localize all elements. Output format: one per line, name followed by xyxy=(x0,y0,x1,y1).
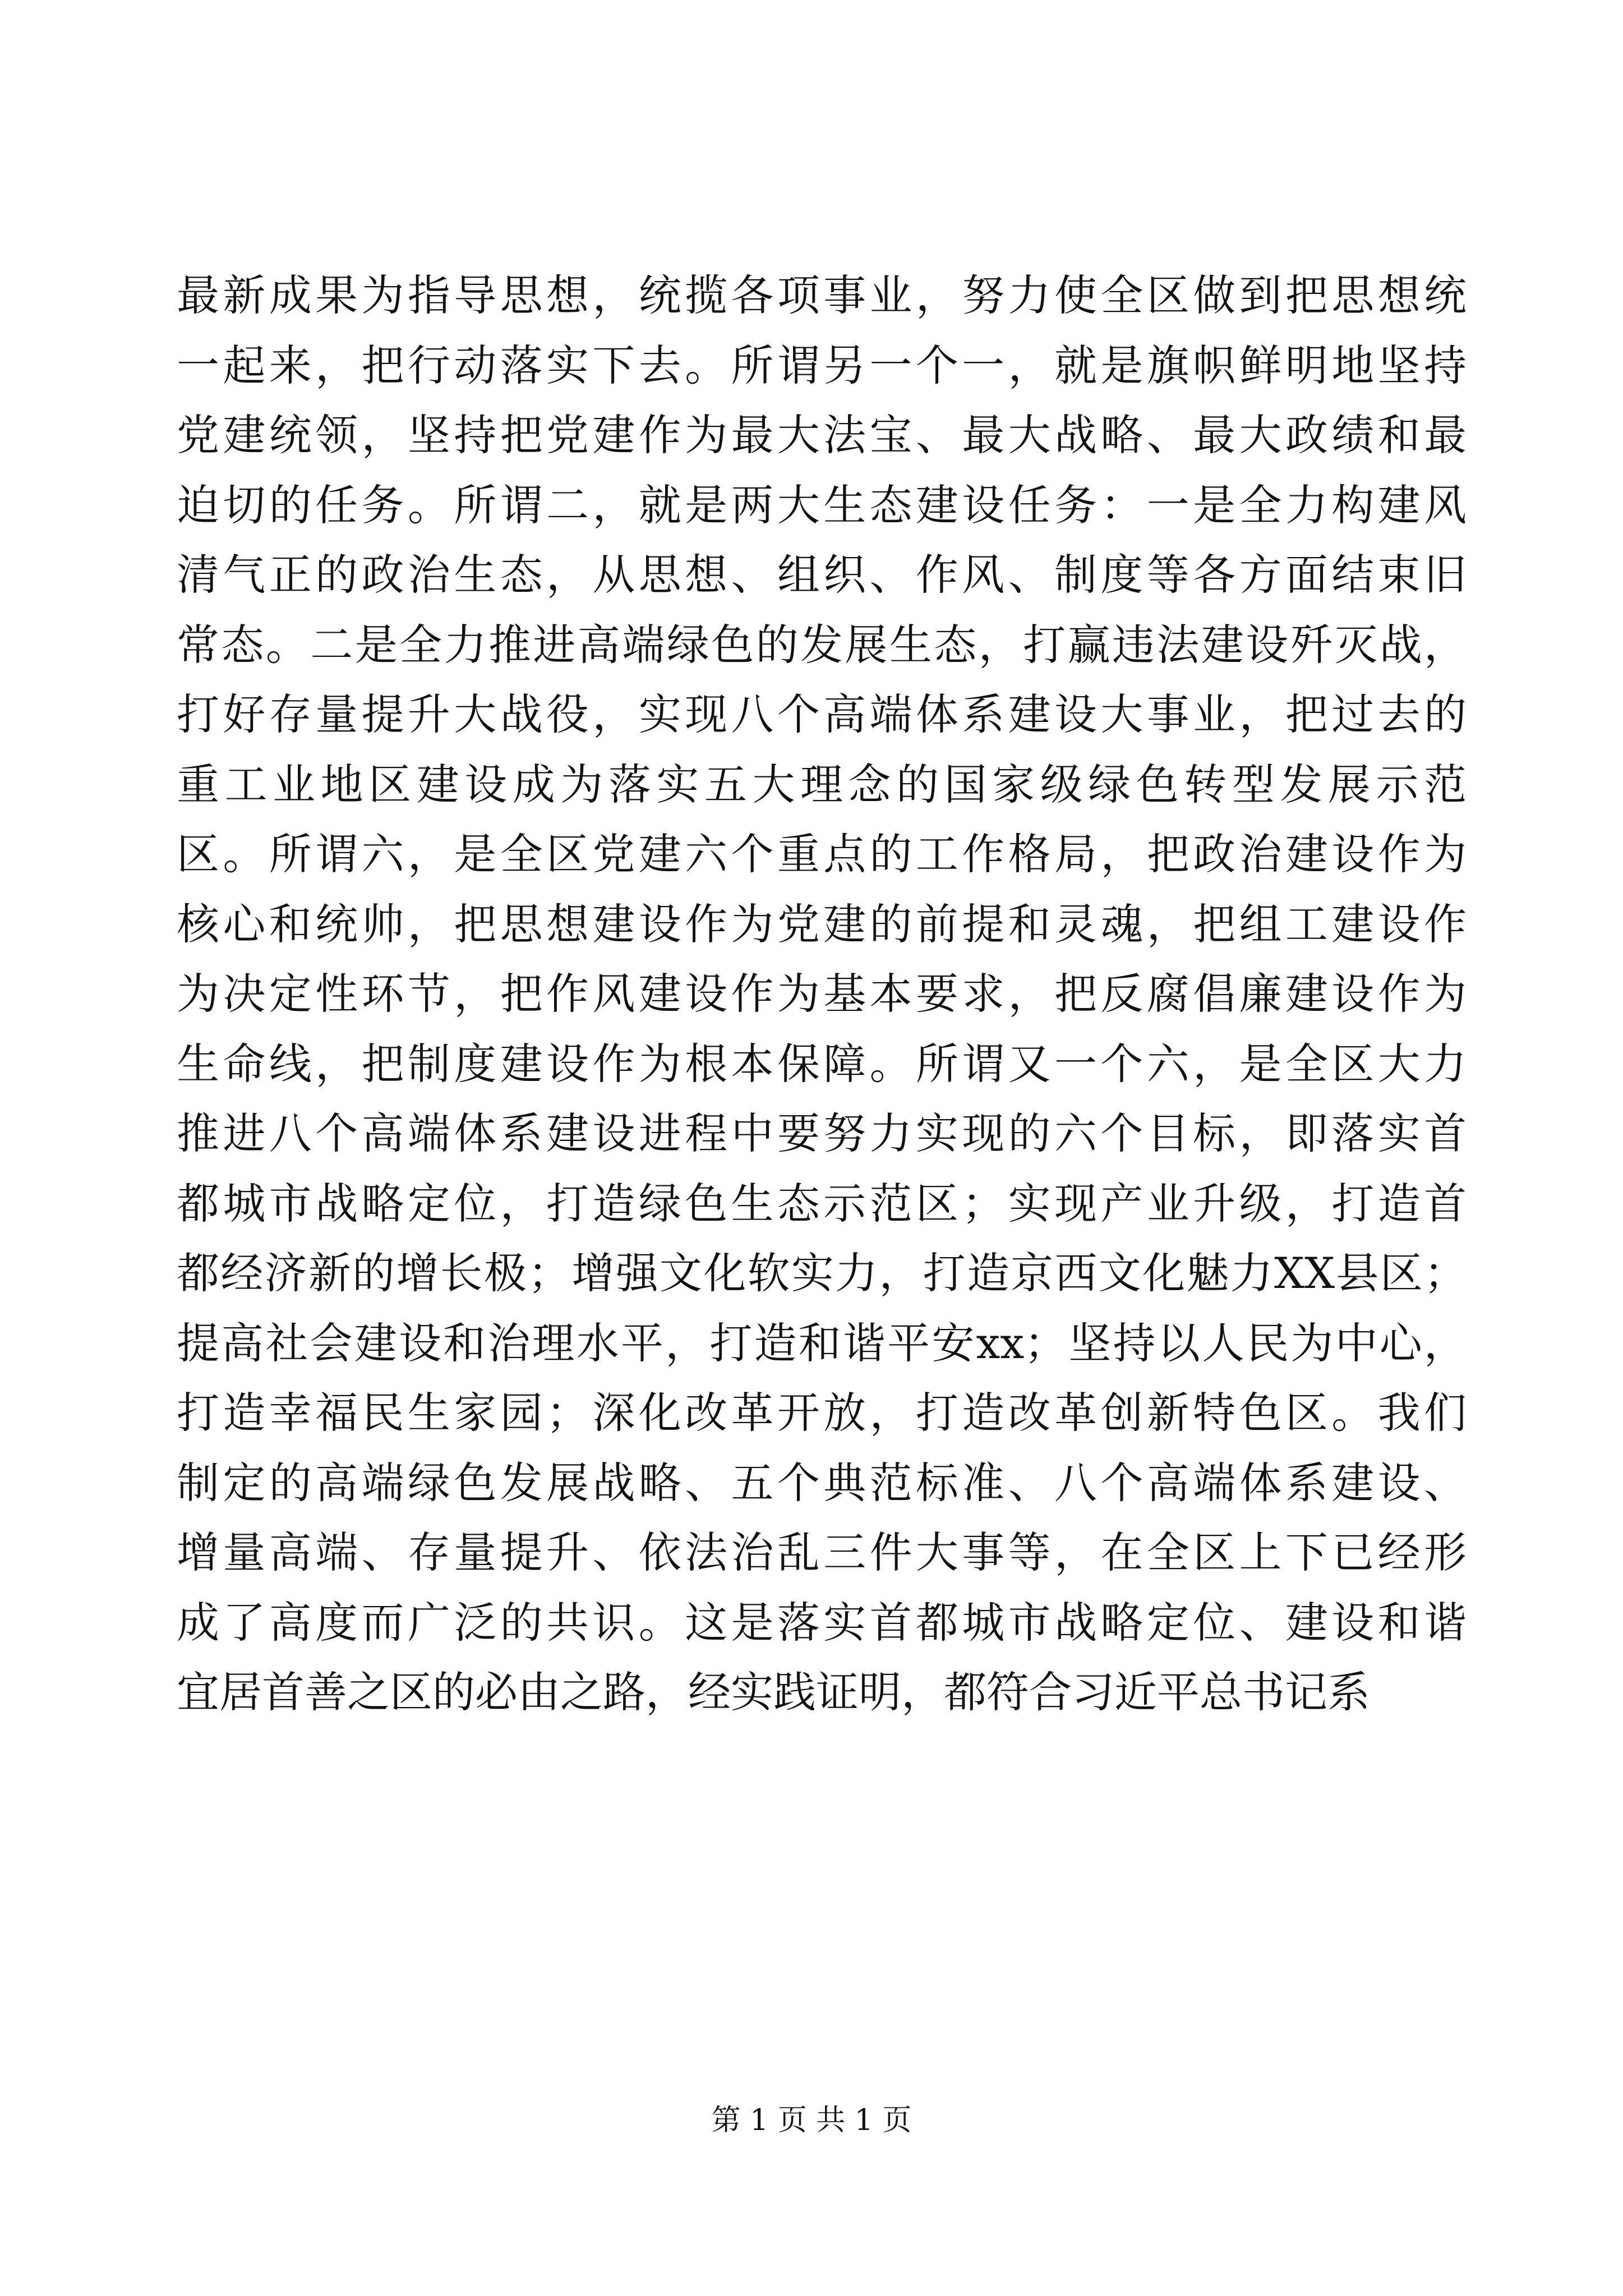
text-line: 打造幸福民生家园；深化改革开放，打造改革创新特色区。我们 xyxy=(177,1388,1467,1438)
text-line: 为决定性环节，把作风建设作为基本要求，把反腐倡廉建设作为 xyxy=(177,969,1467,1019)
text-line: 党建统领，坚持把党建作为最大法宝、最大战略、最大政绩和最 xyxy=(177,410,1467,460)
text-line: 宜居首善之区的必由之路，经实践证明，都符合习近平总书记系 xyxy=(177,1667,1370,1717)
text-line: 一起来，把行动落实下去。所谓另一个一，就是旗帜鲜明地坚持 xyxy=(177,340,1467,390)
text-line: 核心和统帅，把思想建设作为党建的前提和灵魂，把组工建设作 xyxy=(177,899,1467,949)
text-line: 打好存量提升大战役，实现八个高端体系建设大事业，把过去的 xyxy=(177,689,1467,739)
text-line: 生命线，把制度建设作为根本保障。所谓又一个六，是全区大力 xyxy=(177,1038,1467,1089)
text-line: 都城市战略定位，打造绿色生态示范区；实现产业升级，打造首 xyxy=(177,1178,1467,1228)
text-line: 都经济新的增长极；增强文化软实力，打造京西文化魅力XX县区； xyxy=(177,1248,1467,1298)
page-footer xyxy=(0,2101,1623,2140)
text-line: 增量高端、存量提升、依法治乱三件大事等，在全区上下已经形 xyxy=(177,1527,1467,1577)
body-text xyxy=(177,261,1467,1728)
text-line: 区。所谓六，是全区党建六个重点的工作格局，把政治建设作为 xyxy=(177,829,1467,879)
text-line: 制定的高端绿色发展战略、五个典范标准、八个高端体系建设、 xyxy=(177,1457,1467,1508)
text-line: 迫切的任务。所谓二，就是两大生态建设任务：一是全力构建风 xyxy=(177,480,1467,530)
text-line: 推进八个高端体系建设进程中要努力实现的六个目标，即落实首 xyxy=(177,1108,1467,1158)
text-line: 常态。二是全力推进高端绿色的发展生态，打赢违法建设歼灭战， xyxy=(177,619,1467,670)
text-line: 成了高度而广泛的共识。这是落实首都城市战略定位、建设和谐 xyxy=(177,1597,1467,1648)
text-line: 最新成果为指导思想，统揽各项事业，努力使全区做到把思想统 xyxy=(177,270,1467,320)
text-line: 清气正的政治生态，从思想、组织、作风、制度等各方面结束旧 xyxy=(177,550,1467,600)
text-line: 提高社会建设和治理水平，打造和谐平安xx；坚持以人民为中心， xyxy=(177,1318,1467,1368)
page-number-label: 第 1 页 共 1 页 xyxy=(711,2104,912,2137)
text-line: 重工业地区建设成为落实五大理念的国家级绿色转型发展示范 xyxy=(177,759,1467,809)
